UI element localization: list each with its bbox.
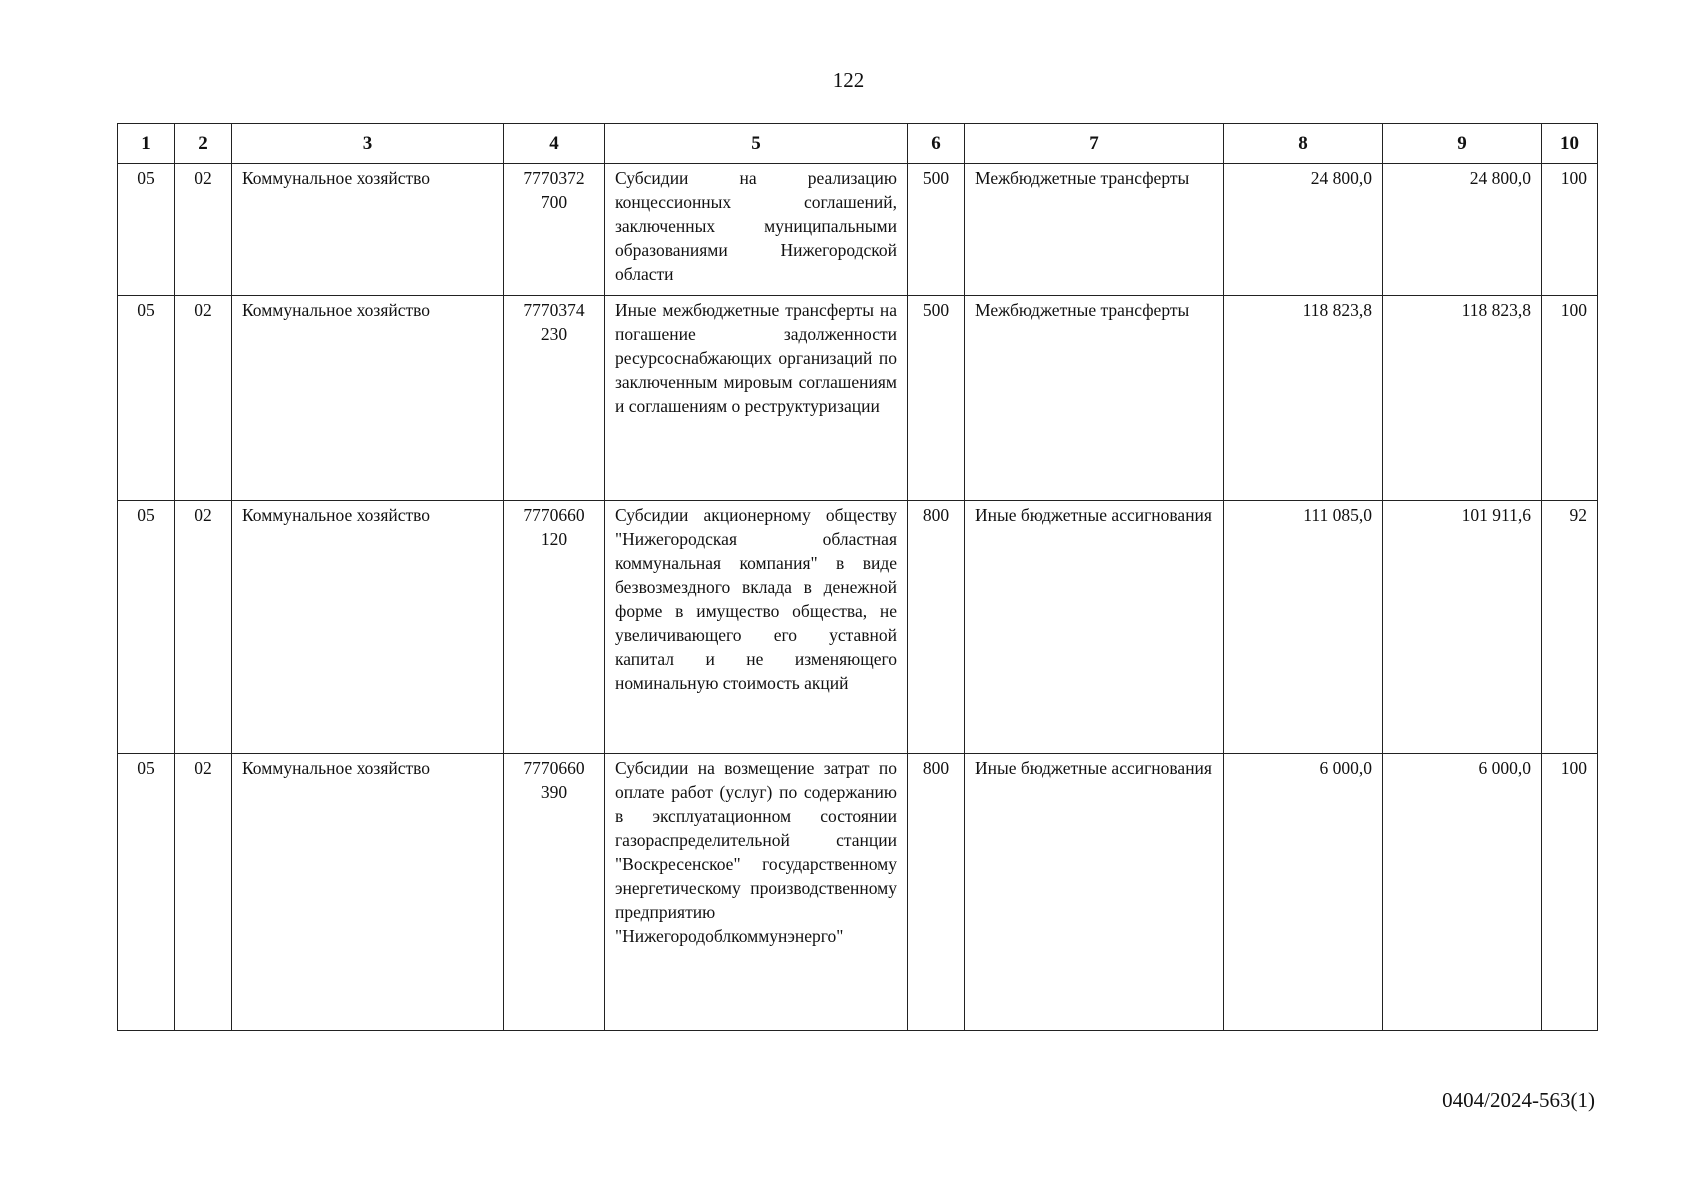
expense-type-code: 800 (908, 754, 965, 1031)
header-cell-10: 10 (1542, 124, 1598, 164)
expense-type-code: 500 (908, 164, 965, 296)
planned-amount: 6 000,0 (1224, 754, 1383, 1031)
actual-amount: 6 000,0 (1383, 754, 1542, 1031)
subsection-code: 02 (175, 501, 232, 754)
header-cell-7: 7 (965, 124, 1224, 164)
expense-description: Субсидии на возмещение затрат по оплате работ (услуг) по содержанию в эксплуатационном состоянии газораспределительной станции "Воскресенское" государственному энергетическому производственному предприятию "Нижегородоблкоммунэнерго" (605, 754, 908, 1031)
actual-amount: 101 911,6 (1383, 501, 1542, 754)
target-article-code: 7770374 230 (504, 296, 605, 501)
section-name: Коммунальное хозяйство (232, 501, 504, 754)
execution-percent: 100 (1542, 754, 1598, 1031)
expense-description: Иные межбюджетные трансферты на погашение задолженности ресурсоснабжающих организаций по заключенным мировым соглашениям и соглашениям о реструктуризации (605, 296, 908, 501)
expense-type-code: 500 (908, 296, 965, 501)
section-code: 05 (118, 164, 175, 296)
execution-percent: 100 (1542, 164, 1598, 296)
expense-type-name: Иные бюджетные ассигнования (965, 501, 1224, 754)
header-cell-3: 3 (232, 124, 504, 164)
actual-amount: 24 800,0 (1383, 164, 1542, 296)
execution-percent: 100 (1542, 296, 1598, 501)
header-cell-2: 2 (175, 124, 232, 164)
header-cell-8: 8 (1224, 124, 1383, 164)
expense-type-name: Межбюджетные трансферты (965, 296, 1224, 501)
section-name: Коммунальное хозяйство (232, 296, 504, 501)
table-row (118, 296, 1598, 501)
header-row (118, 124, 1598, 164)
planned-amount: 118 823,8 (1224, 296, 1383, 501)
header-cell-9: 9 (1383, 124, 1542, 164)
subsection-code: 02 (175, 754, 232, 1031)
target-article-code: 7770660 120 (504, 501, 605, 754)
subsection-code: 02 (175, 164, 232, 296)
section-code: 05 (118, 754, 175, 1031)
section-name: Коммунальное хозяйство (232, 164, 504, 296)
section-name: Коммунальное хозяйство (232, 754, 504, 1031)
planned-amount: 111 085,0 (1224, 501, 1383, 754)
expense-description: Субсидии на реализацию концессионных соглашений, заключенных муниципальными образованиями Нижегородской области (605, 164, 908, 296)
target-article-code: 7770372 700 (504, 164, 605, 296)
actual-amount: 118 823,8 (1383, 296, 1542, 501)
subsection-code: 02 (175, 296, 232, 501)
budget-table (117, 123, 1598, 1031)
target-article-code: 7770660 390 (504, 754, 605, 1031)
planned-amount: 24 800,0 (1224, 164, 1383, 296)
header-cell-1: 1 (118, 124, 175, 164)
expense-type-code: 800 (908, 501, 965, 754)
header-cell-4: 4 (504, 124, 605, 164)
table-row (118, 754, 1598, 1031)
document-number: 0404/2024-563(1) (1442, 1088, 1595, 1112)
section-code: 05 (118, 296, 175, 501)
page-number: 122 (832, 68, 865, 92)
section-code: 05 (118, 501, 175, 754)
header-cell-6: 6 (908, 124, 965, 164)
table-row (118, 501, 1598, 754)
expense-description: Субсидии акционерному обществу "Нижегородская областная коммунальная компания" в виде безвозмездного вклада в денежной форме в имущество общества, не увеличивающего его уставной капитал и не изменяющего номинальную стоимость акций (605, 501, 908, 754)
table-row (118, 164, 1598, 296)
expense-type-name: Иные бюджетные ассигнования (965, 754, 1224, 1031)
expense-type-name: Межбюджетные трансферты (965, 164, 1224, 296)
execution-percent: 92 (1542, 501, 1598, 754)
header-cell-5: 5 (605, 124, 908, 164)
